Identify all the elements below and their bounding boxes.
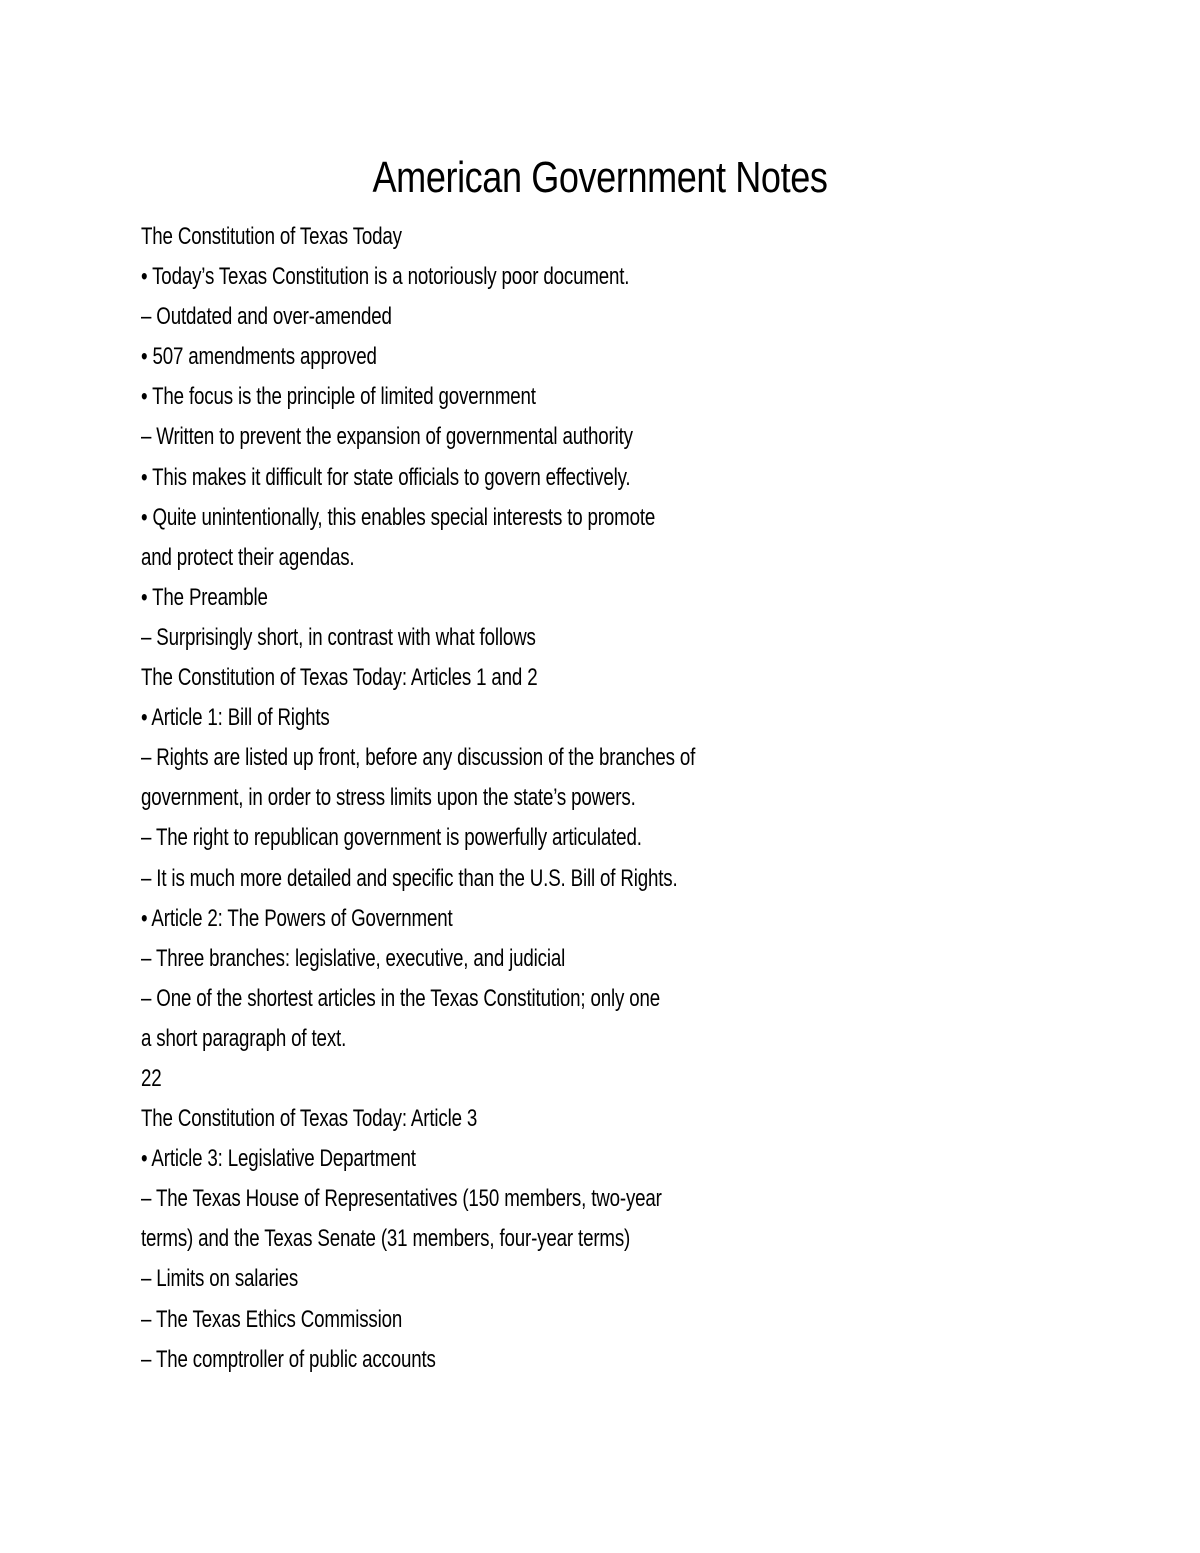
text-line: • This makes it difficult for state officials to govern effectively. (141, 463, 631, 491)
text-line: – Written to prevent the expansion of governmental authority (141, 423, 633, 451)
text-line: – Surprisingly short, in contrast with what follows (141, 623, 536, 651)
text-line: a short paragraph of text. (141, 1024, 347, 1052)
text-line: • The focus is the principle of limited government (141, 383, 536, 411)
text-line: • Article 2: The Powers of Government (141, 904, 453, 932)
document-title: American Government Notes (372, 153, 828, 202)
section-heading: The Constitution of Texas Today: Article 3 (141, 1105, 478, 1133)
text-line: – Three branches: legislative, executive, and judicial (141, 944, 566, 972)
section-heading: The Constitution of Texas Today (141, 223, 402, 250)
text-line: and protect their agendas. (141, 543, 355, 571)
text-line: – Limits on salaries (141, 1265, 299, 1293)
text-line: – The Texas House of Representatives (150 members, two-year (141, 1185, 662, 1213)
text-line: – Rights are listed up front, before any discussion of the branches of (141, 744, 696, 772)
text-line: • Article 1: Bill of Rights (141, 704, 330, 732)
text-line: – The right to republican government is powerfully articulated. (141, 824, 642, 852)
text-line: • Article 3: Legislative Department (141, 1145, 416, 1173)
document-body (141, 217, 1121, 1380)
text-line: terms) and the Texas Senate (31 members, four-year terms) (141, 1225, 631, 1253)
section-heading: The Constitution of Texas Today: Articles 1 and 2 (141, 664, 538, 692)
text-line: – The comptroller of public accounts (141, 1345, 436, 1373)
text-line: – One of the shortest articles in the Texas Constitution; only one (141, 984, 661, 1012)
text-line: – It is much more detailed and specific than the U.S. Bill of Rights. (141, 864, 678, 892)
text-line: – Outdated and over-amended (141, 303, 392, 331)
text-line: government, in order to stress limits upon the state’s powers. (141, 784, 636, 812)
text-line: • 507 amendments approved (141, 343, 377, 371)
text-line: • Today’s Texas Constitution is a notoriously poor document. (141, 263, 630, 291)
text-line: • Quite unintentionally, this enables special interests to promote (141, 503, 656, 531)
text-line: • The Preamble (141, 583, 268, 611)
slide-number: 22 (141, 1064, 162, 1092)
text-line: – The Texas Ethics Commission (141, 1305, 403, 1333)
